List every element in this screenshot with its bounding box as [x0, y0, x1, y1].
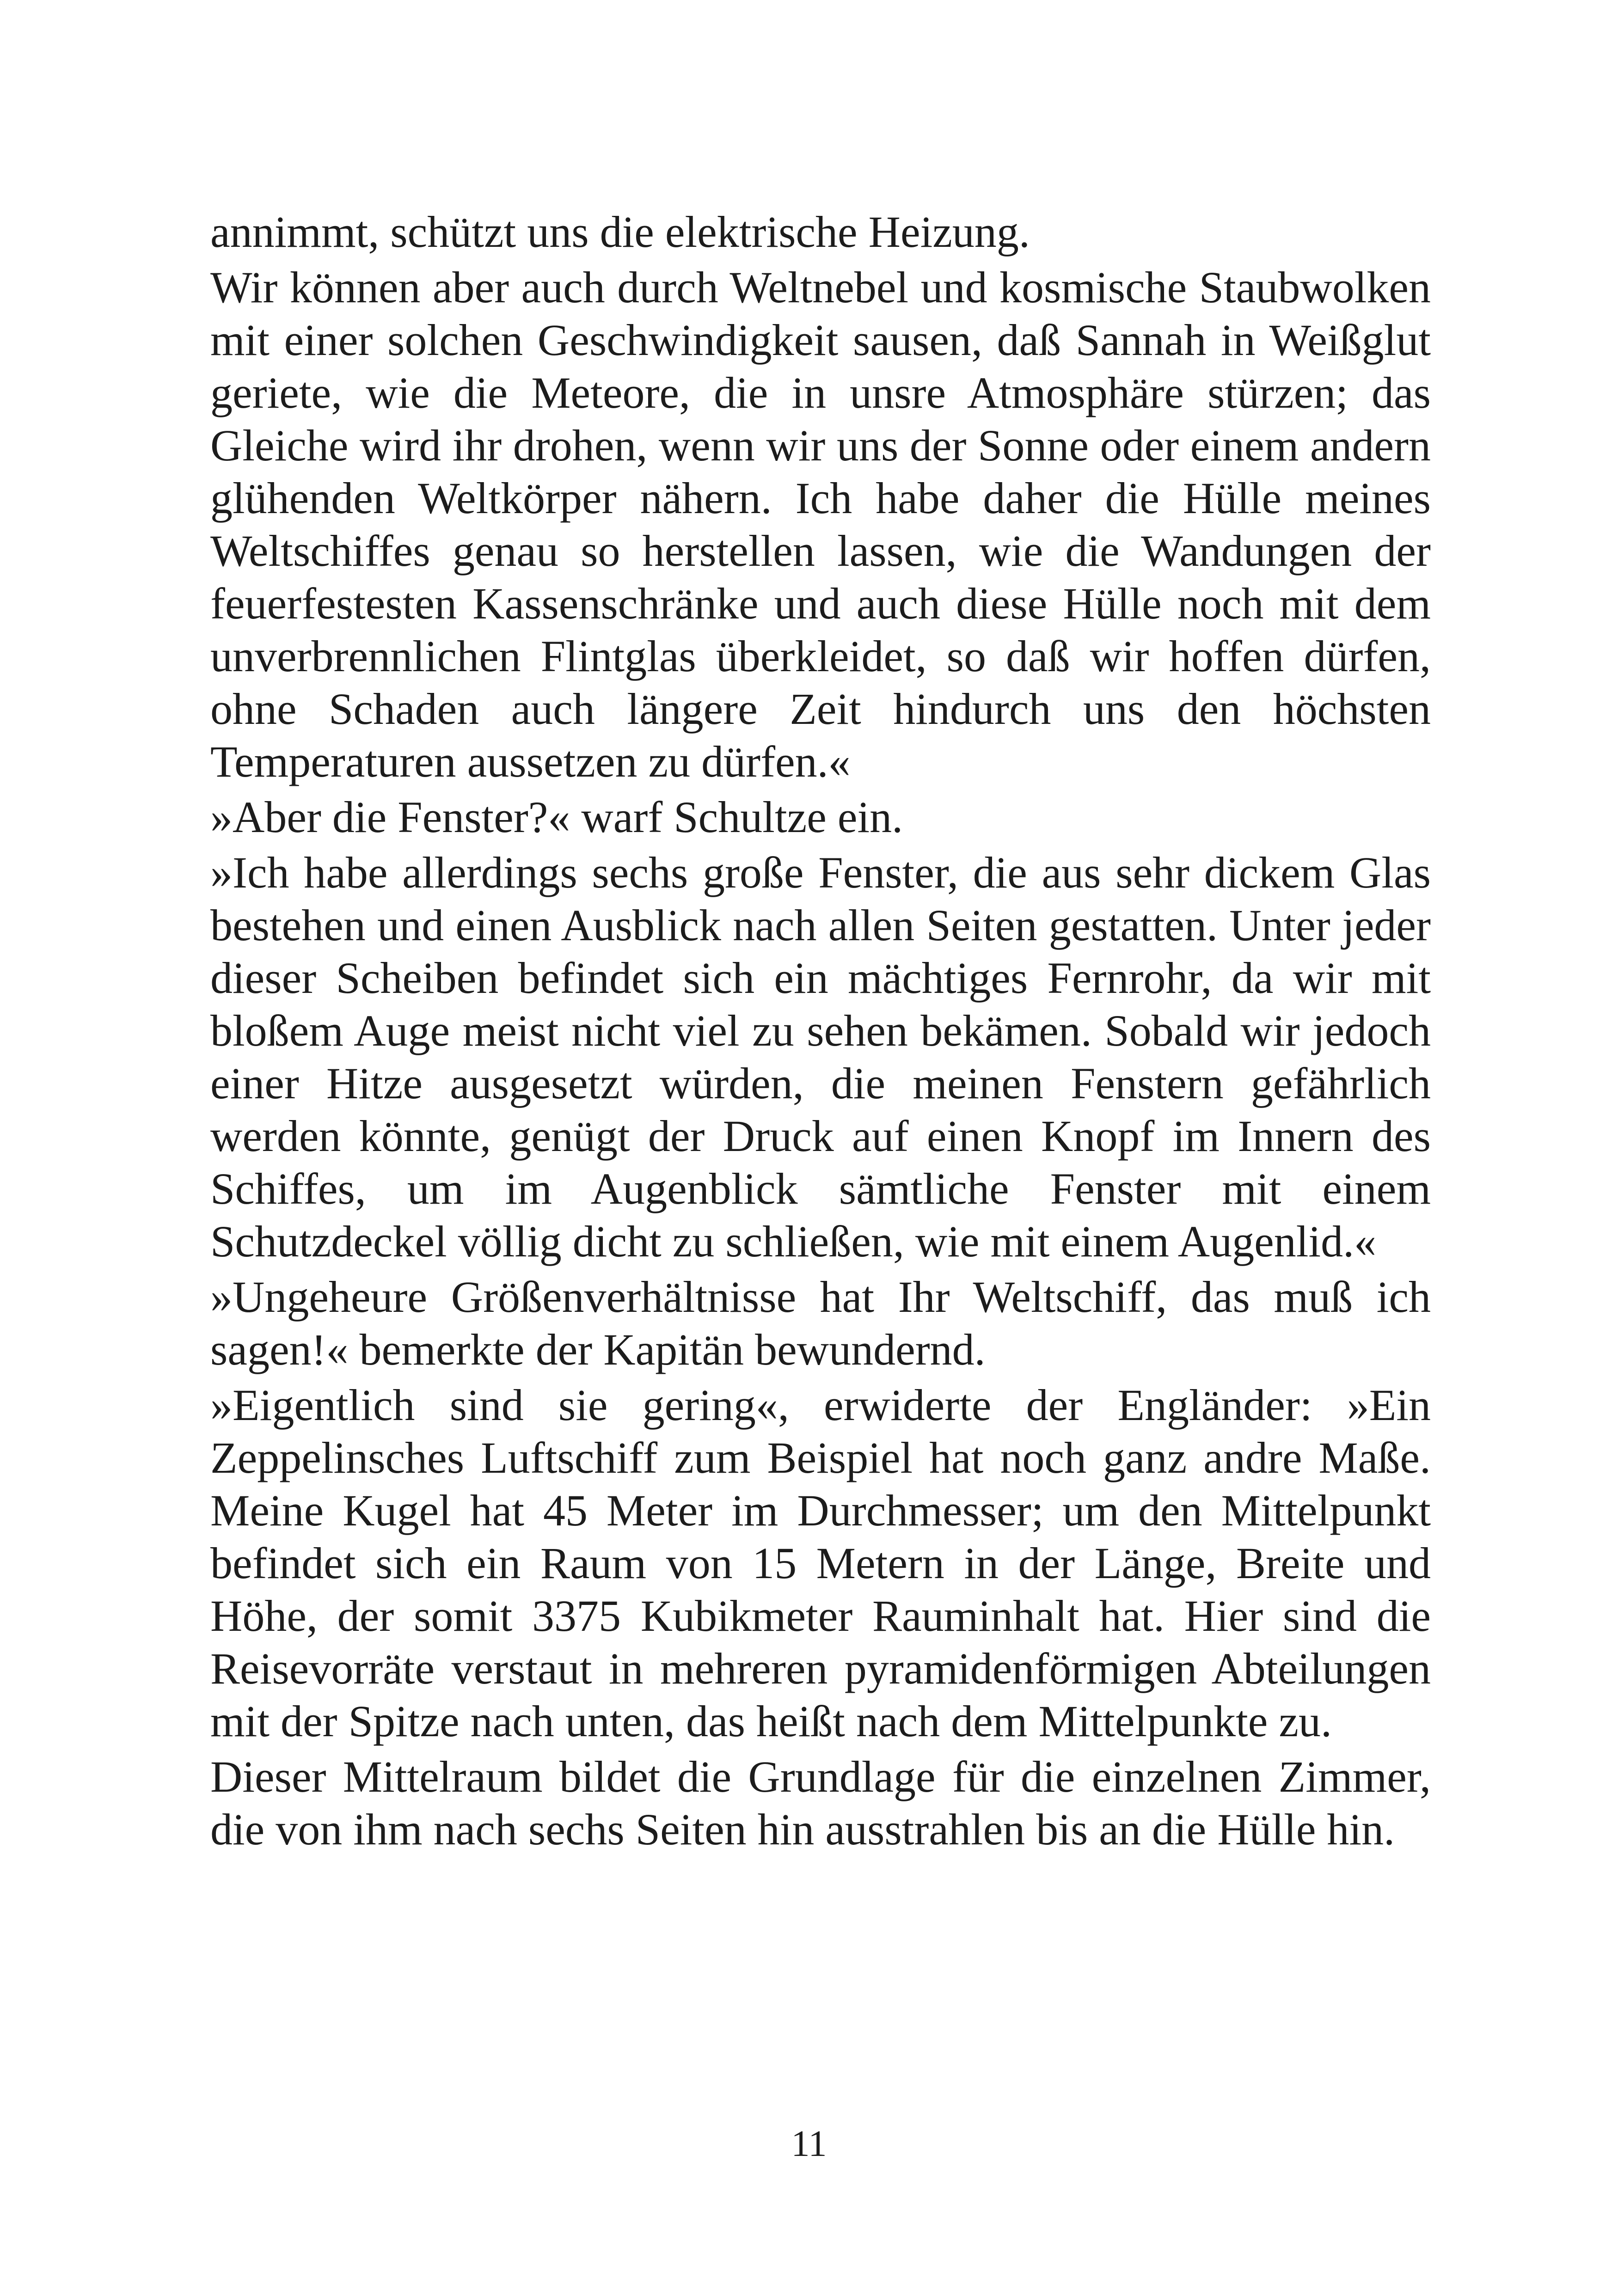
- paragraph-1: annimmt, schützt uns die elektrische Heizung.: [210, 207, 1030, 257]
- paragraph-7: Dieser Mittelraum bildet die Grundlage für die einzelnen Zimmer, die von ihm nach sechs Seiten hin ausstrahlen bis an die Hülle hin.: [210, 1752, 1431, 1854]
- paragraph-4: »Ich habe allerdings sechs große Fenster, die aus sehr dickem Glas bestehen und einen Ausblick nach allen Seiten gestatten. Unter jeder dieser Scheiben befindet sich ein mächtiges Fernrohr, da wir mit bloßem Auge meist nicht viel zu sehen bekämen. Sobald wir jedoch einer Hitze ausgesetzt würden, die meinen Fenstern gefährlich werden könnte, genügt der Druck auf einen Knopf im Innern des Schiffes, um im Augenblick sämtliche Fenster mit einem Schutzdeckel völlig dicht zu schließen, wie mit einem Augenlid.«: [210, 848, 1431, 1266]
- paragraph-6: »Eigentlich sind sie gering«, erwiderte der Engländer: »Ein Zeppelinsches Luftschiff zum Beispiel hat noch ganz andre Maße. Meine Kugel hat 45 Meter im Durchmesser; um den Mittelpunkt befindet sich ein Raum von 15 Metern in der Länge, Breite und Höhe, der somit 3375 Kubikmeter Rauminhalt hat. Hier sind die Reisevorräte verstaut in mehreren pyramidenförmigen Abteilungen mit der Spitze nach unten, das heißt nach dem Mittelpunkte zu.: [210, 1380, 1431, 1746]
- page-number: 11: [791, 2124, 827, 2164]
- paragraph-2: Wir können aber auch durch Weltnebel und kosmische Staubwolken mit einer solchen Geschwindigkeit sausen, daß Sannah in Weißglut geriete, wie die Meteore, die in unsre Atmosphäre stürzen; das Gleiche wird ihr drohen, wenn wir uns der Sonne oder einem andern glühenden Weltkörper nähern. Ich habe daher die Hülle meines Weltschiffes genau so herstellen lassen, wie die Wandungen der feuerfestesten Kassenschränke und auch diese Hülle noch mit dem unverbrennlichen Flintglas überkleidet, so daß wir hoffen dürfen, ohne Schaden auch längere Zeit hindurch uns den höchsten Temperaturen aussetzen zu dürfen.«: [210, 263, 1431, 786]
- body-text: [210, 206, 1431, 1859]
- paragraph-3: »Aber die Fenster?« warf Schultze ein.: [210, 792, 903, 842]
- paragraph-5: »Ungeheure Größenverhältnisse hat Ihr Weltschiff, das muß ich sagen!« bemerkte der Kapitän bewundernd.: [210, 1272, 1431, 1374]
